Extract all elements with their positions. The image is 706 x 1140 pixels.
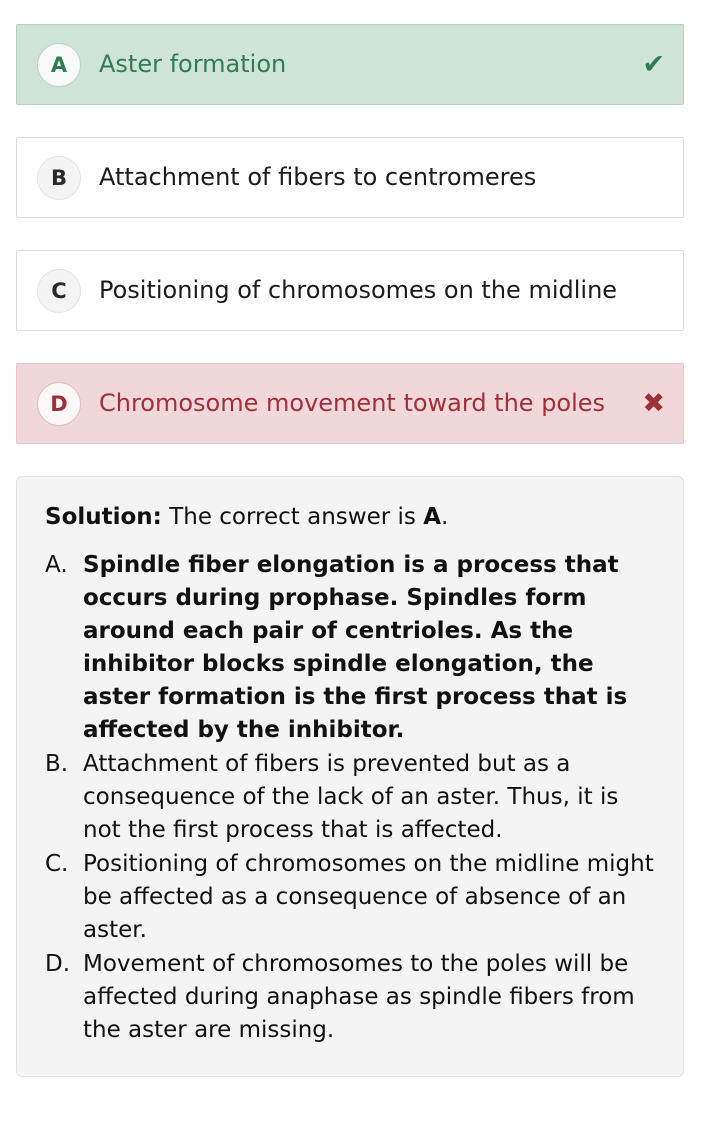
option-d[interactable]: [16, 363, 684, 444]
option-a-badge: A: [37, 43, 81, 87]
solution-panel: [16, 476, 684, 1077]
option-b[interactable]: [16, 137, 684, 218]
option-b-badge: B: [37, 156, 81, 200]
option-b-label: Attachment of fibers to centromeres: [99, 163, 537, 192]
solution-answer-letter: A: [423, 504, 442, 530]
option-a-label: Aster formation: [99, 50, 287, 79]
solution-item-a-marker: A.: [45, 551, 68, 578]
solution-item-d-text: Movement of chromosomes to the poles will be affected during anaphase as spindle fibers from the aster are missing.: [83, 950, 635, 1043]
solution-item-c-text: Positioning of chromosomes on the midline might be affected as a consequence of absence of an aster.: [83, 850, 654, 943]
solution-item-a: [45, 549, 655, 747]
solution-item-b-text: Attachment of fibers is prevented but as a consequence of the lack of an aster. Thus, it is not the first process that is affected.: [83, 750, 619, 843]
solution-explanation-list: [45, 549, 655, 1047]
solution-heading: [45, 503, 655, 533]
solution-item-a-text: Spindle fiber elongation is a process that occurs during prophase. Spindles form around each pair of centrioles. As the inhibitor blocks spindle elongation, the aster formation is the first process that is affected by the inhibitor.: [83, 551, 628, 743]
option-list: [16, 24, 690, 444]
solution-item-d-marker: D.: [45, 950, 71, 977]
option-a[interactable]: [16, 24, 684, 105]
solution-label: Solution:: [45, 504, 162, 530]
option-c-badge: C: [37, 269, 81, 313]
solution-item-b: [45, 748, 655, 847]
option-d-label: Chromosome movement toward the poles: [99, 389, 606, 418]
solution-item-d: [45, 948, 655, 1047]
solution-intro: The correct answer is: [161, 504, 424, 530]
check-icon: ✔: [642, 49, 665, 80]
option-d-badge: D: [37, 382, 81, 426]
cross-icon: ✖: [642, 388, 665, 419]
solution-item-b-marker: B.: [45, 750, 69, 777]
solution-item-c: [45, 848, 655, 947]
option-c-label: Positioning of chromosomes on the midline: [99, 276, 618, 305]
solution-period: .: [441, 504, 449, 530]
option-c[interactable]: [16, 250, 684, 331]
solution-item-c-marker: C.: [45, 850, 69, 877]
